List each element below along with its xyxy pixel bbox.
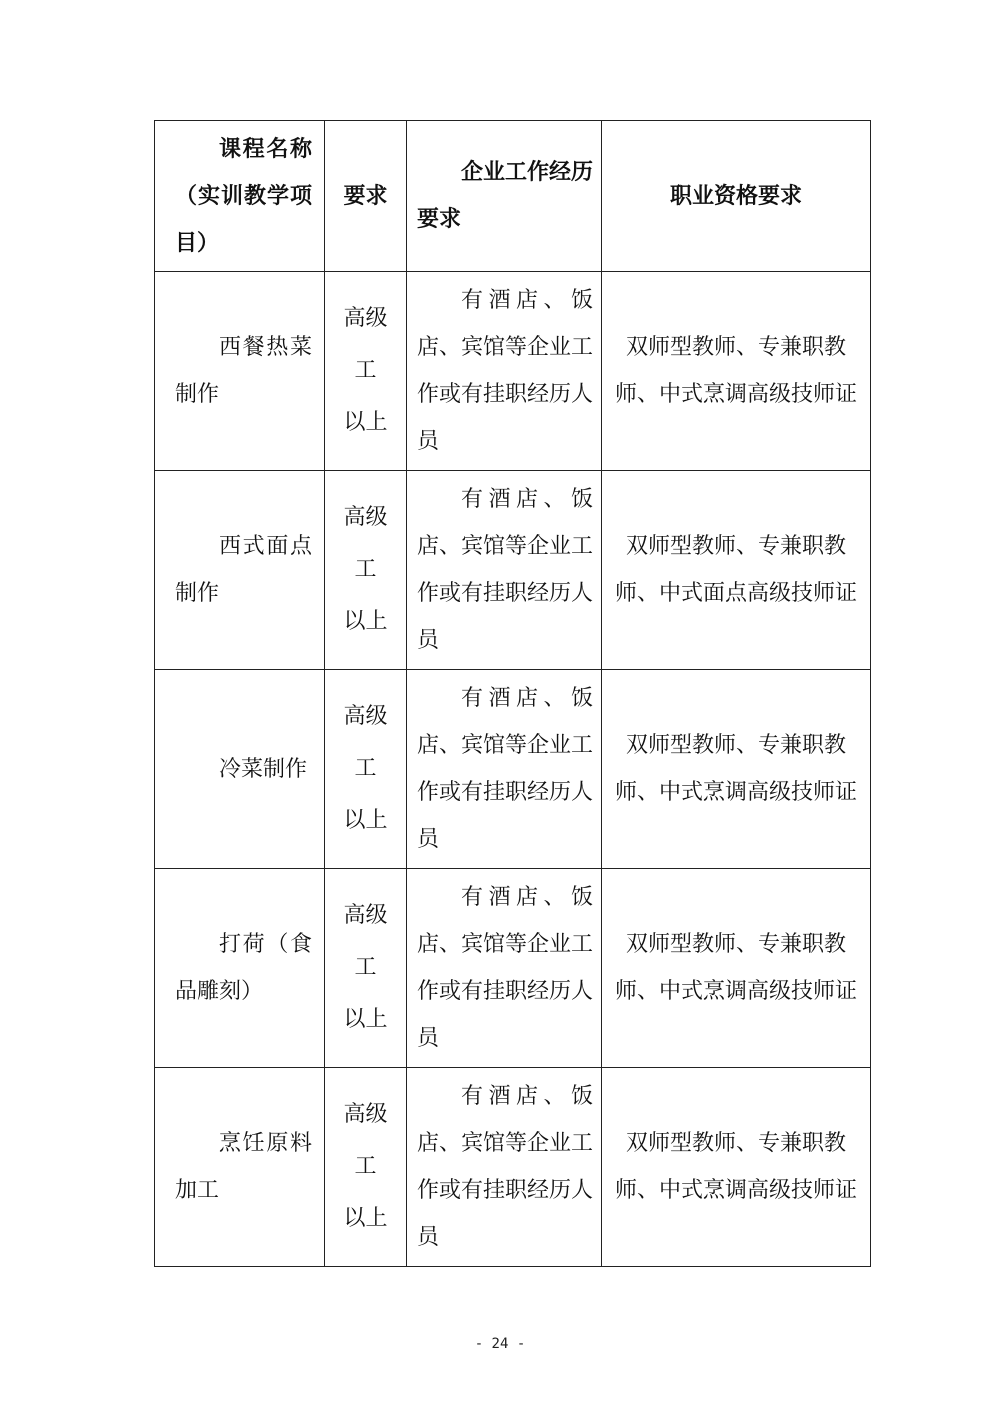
table-row [155, 1068, 871, 1267]
level-line: 以上 [343, 410, 388, 435]
course-name: 烹饪原料加工 [175, 1131, 312, 1203]
qualification-text: 双师型教师、专兼职教师、中式烹调高级技师证 [614, 335, 857, 407]
header-level-text: 要求 [343, 182, 388, 209]
level-cell [325, 1068, 407, 1267]
qualification-text: 双师型教师、专兼职教师、中式烹调高级技师证 [614, 733, 857, 805]
header-experience-text: 企业工作经历要求 [417, 159, 594, 232]
table-row [155, 670, 871, 869]
course-name: 冷菜制作 [219, 756, 308, 782]
level-line: 高级 [343, 704, 388, 729]
level-line: 高级 [343, 1102, 388, 1127]
experience-text: 有酒店、饭店、宾馆等企业工作或有挂职经历人员 [417, 686, 594, 852]
level-line: 工 [354, 1154, 377, 1179]
level-text [325, 492, 406, 648]
experience-cell [407, 471, 602, 670]
course-cell [155, 869, 325, 1068]
qualification-cell [602, 272, 871, 471]
header-experience [407, 121, 602, 272]
table-row [155, 869, 871, 1068]
course-name: 打荷（食品雕刻） [175, 932, 312, 1004]
qualification-text: 双师型教师、专兼职教师、中式面点高级技师证 [614, 534, 857, 606]
level-text [325, 691, 406, 847]
level-line: 工 [354, 557, 377, 582]
level-line: 工 [354, 756, 377, 781]
experience-cell [407, 869, 602, 1068]
header-level [325, 121, 407, 272]
table-row [155, 471, 871, 670]
course-cell [155, 670, 325, 869]
course-name: 西式面点制作 [175, 534, 312, 606]
level-line: 以上 [343, 1007, 388, 1032]
experience-text: 有酒店、饭店、宾馆等企业工作或有挂职经历人员 [417, 885, 594, 1051]
level-line: 高级 [343, 505, 388, 530]
level-line: 以上 [343, 808, 388, 833]
level-line: 高级 [343, 306, 388, 331]
level-text [325, 890, 406, 1046]
qualification-text: 双师型教师、专兼职教师、中式烹调高级技师证 [614, 1131, 857, 1203]
level-line: 工 [354, 358, 377, 383]
table-header-row [155, 121, 871, 272]
qualification-cell [602, 869, 871, 1068]
experience-cell [407, 272, 602, 471]
level-text [325, 1089, 406, 1245]
table-row [155, 272, 871, 471]
level-cell [325, 869, 407, 1068]
qualification-text: 双师型教师、专兼职教师、中式烹调高级技师证 [614, 932, 857, 1004]
experience-cell [407, 670, 602, 869]
course-cell [155, 1068, 325, 1267]
page-number: - 24 - [474, 1336, 526, 1352]
header-qualification-text: 职业资格要求 [669, 182, 802, 209]
level-line: 工 [354, 955, 377, 980]
level-line: 高级 [343, 903, 388, 928]
course-cell [155, 272, 325, 471]
level-cell [325, 670, 407, 869]
level-line: 以上 [343, 609, 388, 634]
experience-text: 有酒店、饭店、宾馆等企业工作或有挂职经历人员 [417, 288, 594, 454]
qualification-cell [602, 471, 871, 670]
experience-text: 有酒店、饭店、宾馆等企业工作或有挂职经历人员 [417, 487, 594, 653]
header-course-text: 课程名称（实训教学项目） [175, 135, 312, 256]
level-line: 以上 [343, 1206, 388, 1231]
course-cell [155, 471, 325, 670]
qualification-cell [602, 1068, 871, 1267]
level-text [325, 293, 406, 449]
qualification-cell [602, 670, 871, 869]
course-name: 西餐热菜制作 [175, 335, 312, 407]
level-cell [325, 471, 407, 670]
header-course [155, 121, 325, 272]
experience-text: 有酒店、饭店、宾馆等企业工作或有挂职经历人员 [417, 1084, 594, 1250]
teacher-requirements-table [154, 120, 871, 1267]
header-qualification [602, 121, 871, 272]
level-cell [325, 272, 407, 471]
experience-cell [407, 1068, 602, 1267]
